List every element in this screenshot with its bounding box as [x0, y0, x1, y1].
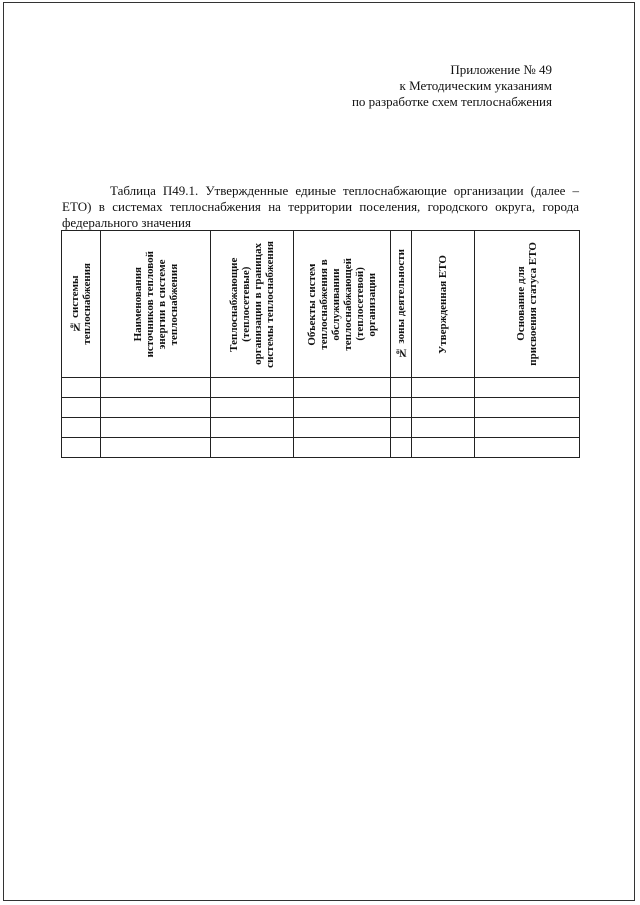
- header-heat-sources: Наименования источников тепловой энергии в системе теплоснабжения: [101, 231, 211, 378]
- table-row: [62, 438, 580, 458]
- table-row: [62, 378, 580, 398]
- header-system-objects: Объекты систем теплоснабжения в обслуживании теплоснабжающей (теплосетевой) организации: [294, 231, 391, 378]
- table-cell: [62, 398, 101, 418]
- appendix-number: Приложение № 49: [450, 62, 552, 77]
- table-cell: [101, 398, 211, 418]
- table-caption: [62, 183, 579, 231]
- table-cell: [294, 438, 391, 458]
- appendix-reference: к Методическим указаниям: [399, 78, 552, 93]
- header-eto-basis: Основание для присвоения статуса ЕТО: [475, 231, 580, 378]
- table-caption-text: Таблица П49.1. Утвержденные единые теплоснабжающие организации (далее – ЕТО) в системах теплоснабжения на территории поселения, городского округа, города федерального значения: [62, 183, 579, 230]
- table-cell: [391, 398, 412, 418]
- table-cell: [211, 418, 294, 438]
- table-cell: [391, 438, 412, 458]
- table-cell: [211, 398, 294, 418]
- table-cell: [101, 418, 211, 438]
- header-approved-eto: Утвержденная ЕТО: [412, 231, 475, 378]
- appendix-header: [352, 62, 552, 110]
- table-cell: [294, 378, 391, 398]
- table-cell: [391, 418, 412, 438]
- eto-table: [61, 230, 580, 458]
- table-cell: [62, 438, 101, 458]
- table-cell: [62, 378, 101, 398]
- table-cell: [412, 438, 475, 458]
- table-cell: [475, 398, 580, 418]
- header-supply-organizations: Теплоснабжающие (теплосетевые) организации в границах системы теплоснабжения: [211, 231, 294, 378]
- table-cell: [475, 438, 580, 458]
- table-cell: [101, 378, 211, 398]
- table-cell: [391, 378, 412, 398]
- table-cell: [412, 378, 475, 398]
- table-cell: [211, 378, 294, 398]
- header-zone-number: № зоны деятельности: [391, 231, 412, 378]
- header-row: [62, 231, 580, 378]
- table-row: [62, 418, 580, 438]
- table-cell: [294, 398, 391, 418]
- table-cell: [101, 438, 211, 458]
- table-row: [62, 398, 580, 418]
- header-system-number: № системы теплоснабжения: [62, 231, 101, 378]
- table-cell: [62, 418, 101, 438]
- table-cell: [475, 378, 580, 398]
- table-cell: [475, 418, 580, 438]
- table-cell: [294, 418, 391, 438]
- table-cell: [412, 398, 475, 418]
- table-cell: [412, 418, 475, 438]
- appendix-subject: по разработке схем теплоснабжения: [351, 94, 552, 109]
- table-cell: [211, 438, 294, 458]
